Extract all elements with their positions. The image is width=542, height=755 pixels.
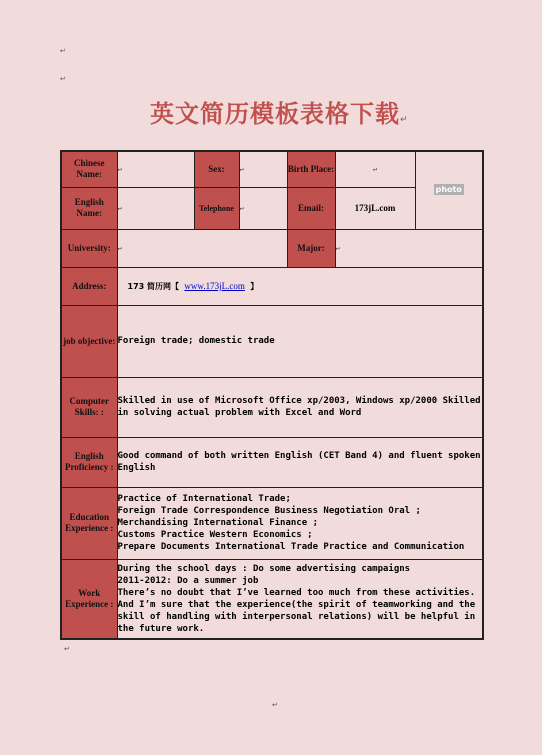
english-name-label: English Name:: [61, 187, 117, 229]
job-objective-label: job objective:: [61, 305, 117, 377]
telephone-value[interactable]: ↵: [239, 187, 287, 229]
university-label: University:: [61, 229, 117, 267]
address-link[interactable]: www.173jL.com: [184, 280, 245, 291]
education-line: Practice of International Trade;: [117, 494, 291, 504]
work-experience-value[interactable]: [117, 559, 483, 639]
resume-table: [60, 150, 484, 640]
email-value[interactable]: 173jL.com: [335, 187, 415, 229]
english-name-value[interactable]: ↵: [117, 187, 194, 229]
photo-placeholder: photo: [435, 185, 462, 195]
education-line: Prepare Documents International Trade Practice and Communication: [117, 542, 465, 552]
job-objective-value[interactable]: Foreign trade; domestic trade: [117, 305, 483, 377]
address-label: Address:: [61, 267, 117, 305]
work-line: 2011-2012: Do a summer job: [117, 575, 259, 586]
birth-place-value[interactable]: ↵: [335, 151, 415, 187]
english-proficiency-value[interactable]: Good command of both written English (CET Band 4) and fluent spoken English: [117, 437, 483, 487]
chinese-name-label: Chinese Name:: [61, 151, 117, 187]
education-experience-label: Education Experience :: [61, 487, 117, 559]
sex-label: Sex:: [194, 151, 239, 187]
telephone-label: Telephone: [194, 187, 239, 229]
paragraph-mark: ↵: [272, 701, 278, 709]
email-label: Email:: [287, 187, 335, 229]
chinese-name-value[interactable]: ↵: [117, 151, 194, 187]
page-title: 英文简历模板表格下载↵: [150, 100, 409, 128]
work-experience-label: Work Experience :: [61, 559, 117, 639]
paragraph-mark: ↵: [64, 645, 70, 653]
major-label: Major:: [287, 229, 335, 267]
education-line: Merchandising International Finance ;: [117, 518, 318, 528]
work-line: During the school days : Do some advertising campaigns: [117, 563, 411, 574]
major-value[interactable]: ↵: [335, 229, 483, 267]
english-proficiency-label: English Proficiency :: [61, 437, 117, 487]
sex-value[interactable]: ↵: [239, 151, 287, 187]
university-value[interactable]: ↵: [117, 229, 287, 267]
birth-place-label: Birth Place:: [287, 151, 335, 187]
education-line: Customs Practice Western Economics ;: [117, 530, 313, 540]
work-line: There’s no doubt that I’ve learned too much from these activities. And I’m sure that the experience(the spirit of teamworking and the skill of handling with interpersonal relations) will be helpful in the future work.: [117, 587, 476, 634]
paragraph-mark: ↵: [60, 75, 66, 83]
address-value: 173 简历网【 www.173jL.com 】: [117, 267, 483, 305]
paragraph-mark: ↵: [60, 47, 66, 55]
education-experience-value[interactable]: [117, 487, 483, 559]
computer-skills-label: Computer Skills: :: [61, 377, 117, 437]
education-line: Foreign Trade Correspondence Business Negotiation Oral ;: [117, 506, 421, 516]
computer-skills-value[interactable]: Skilled in use of Microsoft Office xp/2003, Windows xp/2000 Skilled in solving actual problem with Excel and Word: [117, 377, 483, 437]
photo-cell[interactable]: [415, 151, 483, 229]
